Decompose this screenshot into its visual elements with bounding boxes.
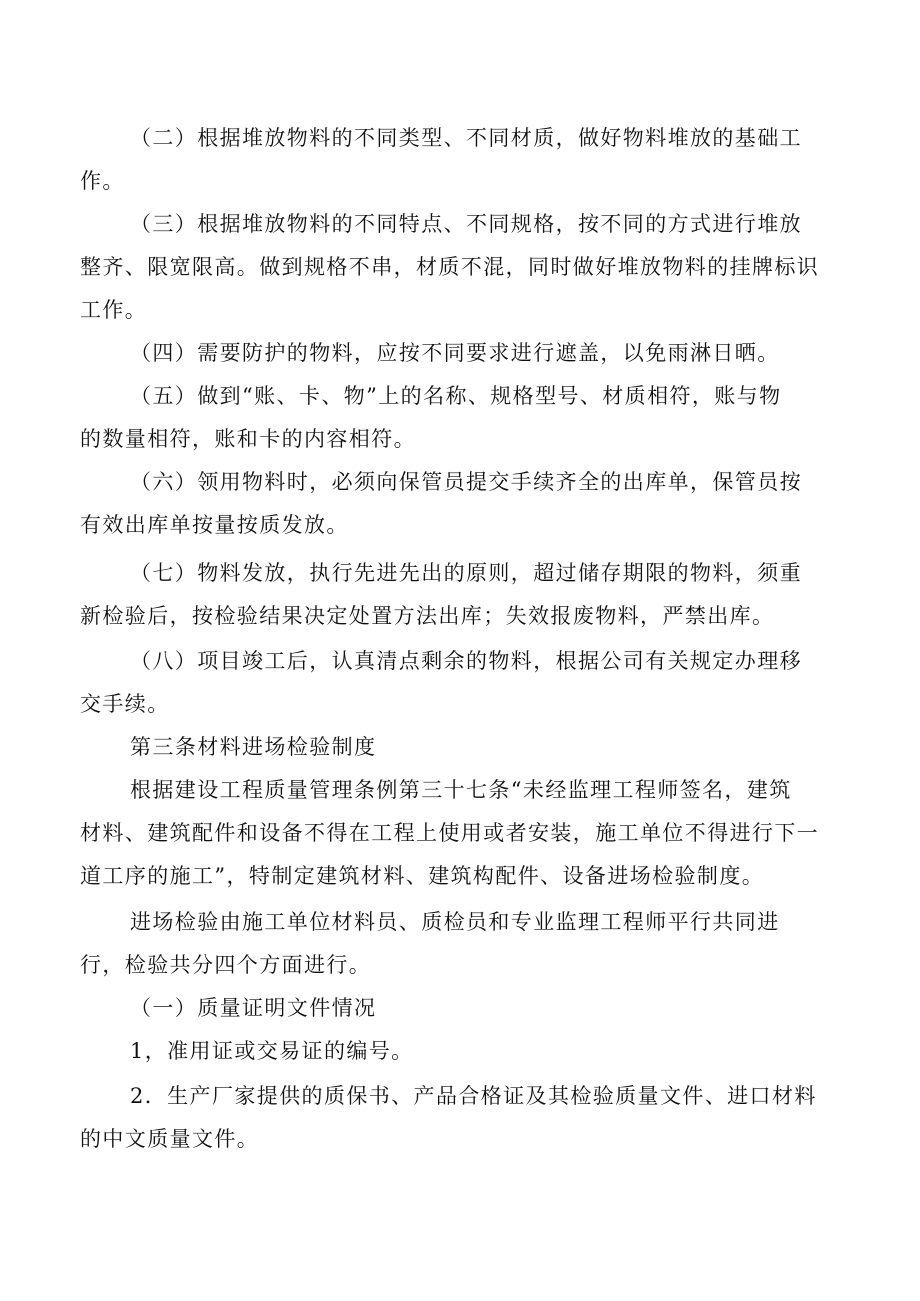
paragraph-5-line-1: （五）做到“账、卡、物”上的名称、规格型号、材质相符，账与物 xyxy=(130,384,782,408)
basis-line-1: 根据建设工程质量管理条例第三十七条“未经监理工程师签名，建筑 xyxy=(130,778,792,802)
paragraph-6-line-1: （六）领用物料时，必须向保管员提交手续齐全的出库单，保管员按 xyxy=(130,470,802,494)
basis-line-2: 材料、建筑配件和设备不得在工程上使用或者安装，施工单位不得进行下一 xyxy=(80,821,820,845)
item-1: 1，准用证或交易证的编号。 xyxy=(130,1039,414,1063)
article-3-heading: 第三条材料进场检验制度 xyxy=(130,735,377,759)
paragraph-5-line-2: 的数量相符，账和卡的内容相符。 xyxy=(80,427,416,451)
inspection-line-2: 行，检验共分四个方面进行。 xyxy=(80,953,372,977)
paragraph-3-line-3: 工作。 xyxy=(80,298,148,322)
paragraph-4-line-1: （四）需要防护的物料，应按不同要求进行遮盖，以免雨淋日晒。 xyxy=(130,341,780,365)
inspection-line-1: 进场检验由施工单位材料员、质检员和专业监理工程师平行共同进 xyxy=(130,910,780,934)
section-1-heading: （一）质量证明文件情况 xyxy=(130,996,377,1020)
paragraph-3-line-1: （三）根据堆放物料的不同特点、不同规格，按不同的方式进行堆放 xyxy=(130,212,802,236)
paragraph-7-line-1: （七）物料发放，执行先进先出的原则，超过储存期限的物料，须重 xyxy=(130,561,802,585)
paragraph-8-line-1: （八）项目竣工后，认真清点剩余的物料，根据公司有关规定办理移 xyxy=(130,649,802,673)
paragraph-2-line-1: （二）根据堆放物料的不同类型、不同材质，做好物料堆放的基础工 xyxy=(130,126,802,150)
paragraph-6-line-2: 有效出库单按量按质发放。 xyxy=(80,513,349,537)
basis-line-3: 道工序的施工”，特制定建筑材料、建筑构配件、设备进场检验制度。 xyxy=(80,864,765,888)
item-2-line-2: 的中文质量文件。 xyxy=(80,1127,260,1151)
paragraph-2-line-2: 作。 xyxy=(80,169,125,193)
paragraph-3-line-2: 整齐、限宽限高。做到规格不串，材质不混，同时做好堆放物料的挂牌标识 xyxy=(80,255,820,279)
paragraph-7-line-2: 新检验后，按检验结果决定处置方法出库；失效报废物料，严禁出库。 xyxy=(80,604,775,628)
paragraph-8-line-2: 交手续。 xyxy=(80,692,170,716)
item-2-line-1: 2．生产厂家提供的质保书、产品合格证及其检验质量文件、进口材料 xyxy=(130,1084,817,1108)
